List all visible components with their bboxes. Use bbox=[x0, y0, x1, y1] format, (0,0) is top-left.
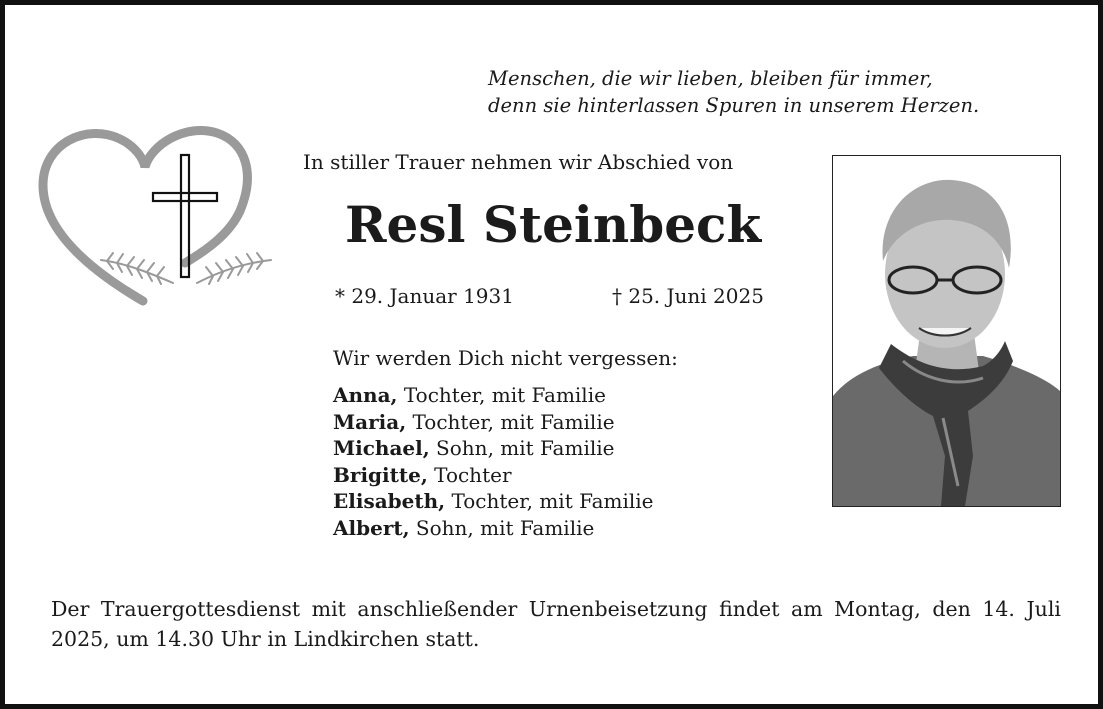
mourner-relation: Tochter, mit Familie bbox=[397, 383, 606, 407]
list-item bbox=[333, 435, 654, 462]
quote-line-1: Menschen, die wir lieben, bleiben für immer, bbox=[488, 67, 933, 90]
mourner-relation: Sohn, mit Familie bbox=[409, 515, 595, 540]
list-item bbox=[333, 382, 654, 409]
mourner-relation: Tochter, mit Familie bbox=[406, 409, 615, 434]
mourners-list bbox=[333, 382, 654, 541]
portrait-image bbox=[833, 156, 1060, 506]
deceased-name: Resl Steinbeck bbox=[345, 195, 762, 254]
list-item bbox=[333, 515, 654, 542]
list-item bbox=[333, 488, 654, 515]
quote-line-2: denn sie hinterlassen Spuren in unserem Herzen. bbox=[488, 94, 980, 117]
intro-text: In stiller Trauer nehmen wir Abschied von bbox=[303, 150, 734, 174]
mourner-name: Anna, bbox=[333, 383, 398, 407]
heart-cross-icon bbox=[35, 123, 285, 313]
mourner-name: Elisabeth, bbox=[333, 489, 446, 513]
tagline: Wir werden Dich nicht vergessen: bbox=[333, 346, 678, 370]
mourner-relation: Sohn, mit Familie bbox=[429, 436, 615, 460]
mourner-relation: Tochter, mit Familie bbox=[445, 489, 654, 513]
mourner-relation: Tochter bbox=[427, 462, 512, 487]
death-date: † 25. Juni 2025 bbox=[612, 284, 764, 308]
portrait-photo bbox=[832, 155, 1061, 507]
mourner-name: Maria, bbox=[333, 409, 407, 434]
mourner-name: Brigitte, bbox=[333, 462, 428, 487]
mourner-name: Michael, bbox=[333, 436, 430, 460]
service-notice: Der Trauergottesdienst mit anschließender Urnenbeisetzung findet am Montag, den 14. Juli 2025, um 14.30 Uhr in Lindkirchen statt. bbox=[51, 597, 1061, 651]
list-item bbox=[333, 462, 654, 489]
mourner-name: Albert, bbox=[333, 515, 410, 540]
birth-date: * 29. Januar 1931 bbox=[335, 284, 514, 308]
memorial-quote bbox=[488, 65, 979, 119]
list-item bbox=[333, 409, 654, 436]
